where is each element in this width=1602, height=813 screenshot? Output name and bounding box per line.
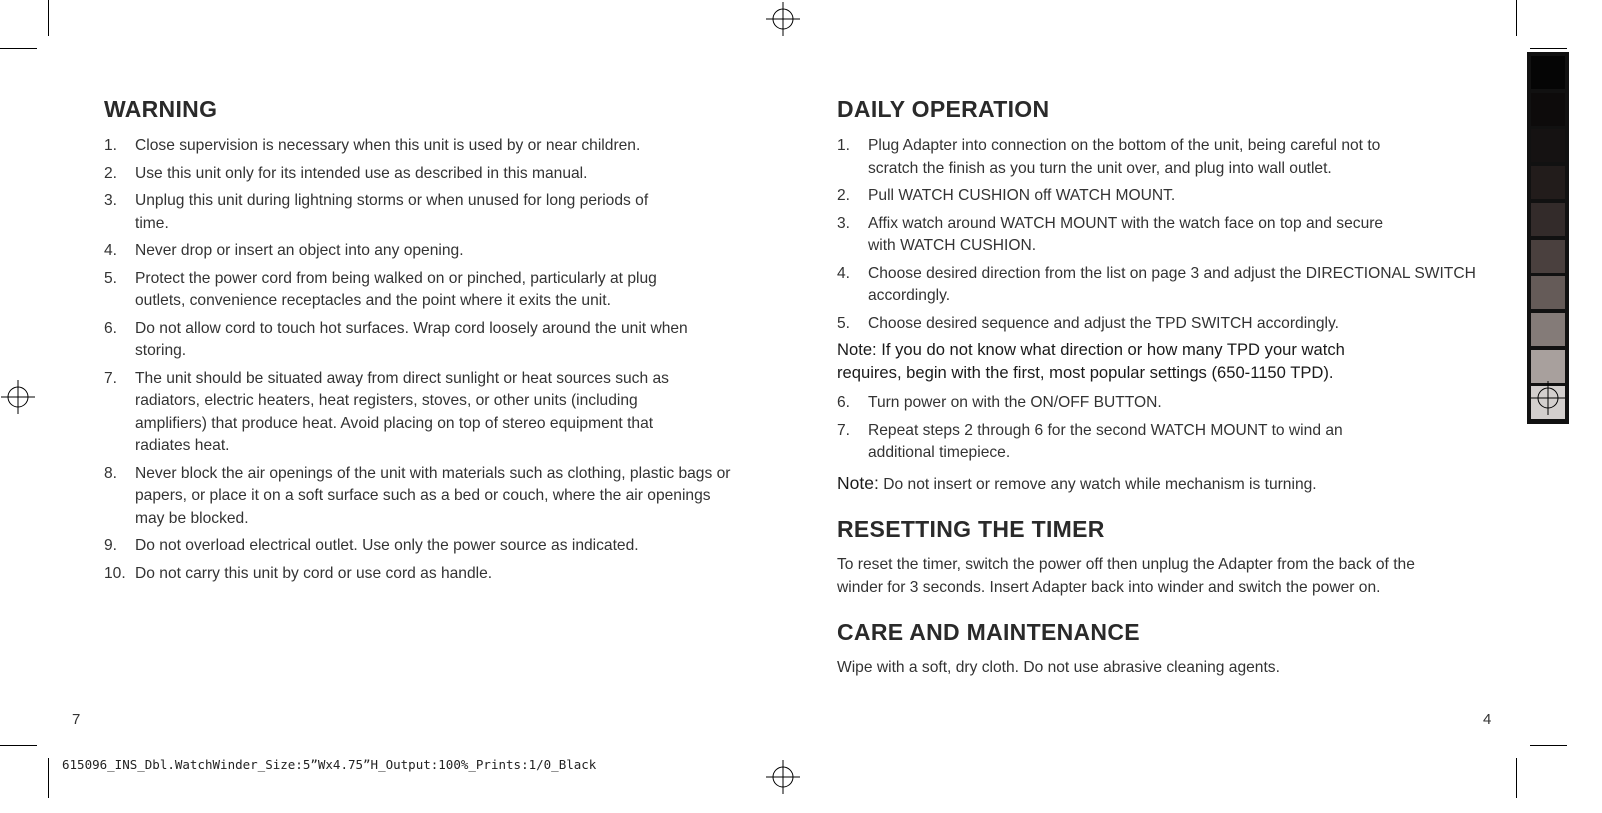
list-item: 3. Affix watch around WATCH MOUNT with the watch face on top and secure with WATCH CUSHION. <box>837 214 1384 254</box>
color-swatch <box>1531 166 1565 199</box>
color-swatch <box>1531 276 1565 309</box>
crop-mark <box>1516 0 1517 36</box>
crop-mark <box>48 758 49 798</box>
list-item: 4. Never drop or insert an object into any opening. <box>104 242 464 259</box>
crop-mark <box>1516 758 1517 798</box>
list-item: 1. Close supervision is necessary when this unit is used by or near children. <box>104 137 641 154</box>
list-item: 10. Do not carry this unit by cord or use cord as handle. <box>104 564 493 582</box>
note-text: Do not insert or remove any watch while mechanism is turning. <box>883 475 1317 493</box>
registration-mark-icon <box>766 2 800 36</box>
list-item: 1. Plug Adapter into connection on the bottom of the unit, being careful not to scratch the finish as you turn the unit over, and plug into wall outlet. <box>837 137 1381 177</box>
tpd-note: Note: If you do not know what direction or how many TPD your watch requires, begin with the first, most popular settings (650-1150 TPD). <box>837 340 1345 382</box>
list-item: 6. Turn power on with the ON/OFF BUTTON. <box>837 394 1162 411</box>
list-item: 7. Repeat steps 2 through 6 for the second WATCH MOUNT to wind an additional timepiece. <box>837 421 1343 461</box>
crop-mark <box>48 0 49 36</box>
daily-operation-heading: DAILY OPERATION <box>837 96 1050 122</box>
note-label: Note: <box>837 472 879 493</box>
list-item: 7. The unit should be situated away from direct sunlight or heat sources such as radiators, electric heaters, heat registers, stoves, or other units (including amplifiers) that produce heat. Avoid placing on top of stereo equipment that radiates heat. <box>104 369 669 454</box>
warning-heading: WARNING <box>104 96 218 122</box>
resetting-timer-heading: RESETTING THE TIMER <box>837 515 1105 542</box>
color-swatch <box>1531 350 1565 383</box>
list-item: 4. Choose desired direction from the list on page 3 and adjust the DIRECTIONAL SWITCH accordingly. <box>837 264 1476 304</box>
color-swatch <box>1531 203 1565 236</box>
color-swatch <box>1531 240 1565 273</box>
resetting-timer-text: To reset the timer, switch the power off then unplug the Adapter from the back of the winder for 3 seconds. Insert Adapter back into winder and switch the power on. <box>837 555 1415 596</box>
crop-mark <box>1530 745 1567 746</box>
page-number-right: 4 <box>1483 711 1492 728</box>
crop-mark <box>0 48 37 49</box>
registration-mark-icon <box>1531 381 1565 415</box>
warning-list <box>104 135 744 585</box>
list-item: 8. Never block the air openings of the unit with materials such as clothing, plastic bags or papers, or place it on a soft surface such as a bed or couch, where the air openings may be blocked. <box>104 464 731 527</box>
list-item: 2. Pull WATCH CUSHION off WATCH MOUNT. <box>837 187 1176 204</box>
mechanism-note <box>837 472 1497 496</box>
crop-mark <box>1530 48 1567 49</box>
list-item: 5. Choose desired sequence and adjust the TPD SWITCH accordingly. <box>837 314 1339 332</box>
list-item: 5. Protect the power cord from being walked on or pinched, particularly at plug outlets, convenience receptacles and the point where it exits the unit. <box>104 269 657 309</box>
daily-operation-list <box>837 135 1497 335</box>
color-swatch <box>1531 129 1565 162</box>
list-item: 6. Do not allow cord to touch hot surfaces. Wrap cord loosely around the unit when storing. <box>104 319 688 359</box>
color-swatch <box>1531 313 1565 346</box>
crop-mark <box>0 745 37 746</box>
list-item: 3. Unplug this unit during lightning storms or when unused for long periods of time. <box>104 192 649 232</box>
care-maintenance-heading: CARE AND MAINTENANCE <box>837 618 1140 645</box>
color-swatch <box>1531 93 1565 126</box>
warning-section <box>104 98 744 585</box>
daily-operation-section <box>837 98 1497 679</box>
list-item: 2. Use this unit only for its intended use as described in this manual. <box>104 164 588 182</box>
care-maintenance-text: Wipe with a soft, dry cloth. Do not use abrasive cleaning agents. <box>837 658 1280 676</box>
registration-mark-icon <box>766 760 800 794</box>
print-slug: 615096_INS_Dbl.WatchWinder_Size:5”Wx4.75”H_Output:100%_Prints:1/0_Black <box>62 757 597 772</box>
list-item: 9. Do not overload electrical outlet. Use only the power source as indicated. <box>104 537 639 554</box>
registration-mark-icon <box>1 380 35 414</box>
color-swatch <box>1531 56 1565 89</box>
daily-operation-list-continued <box>837 392 1497 465</box>
page-number-left: 7 <box>72 711 81 728</box>
color-swatch-strip <box>1527 52 1569 424</box>
